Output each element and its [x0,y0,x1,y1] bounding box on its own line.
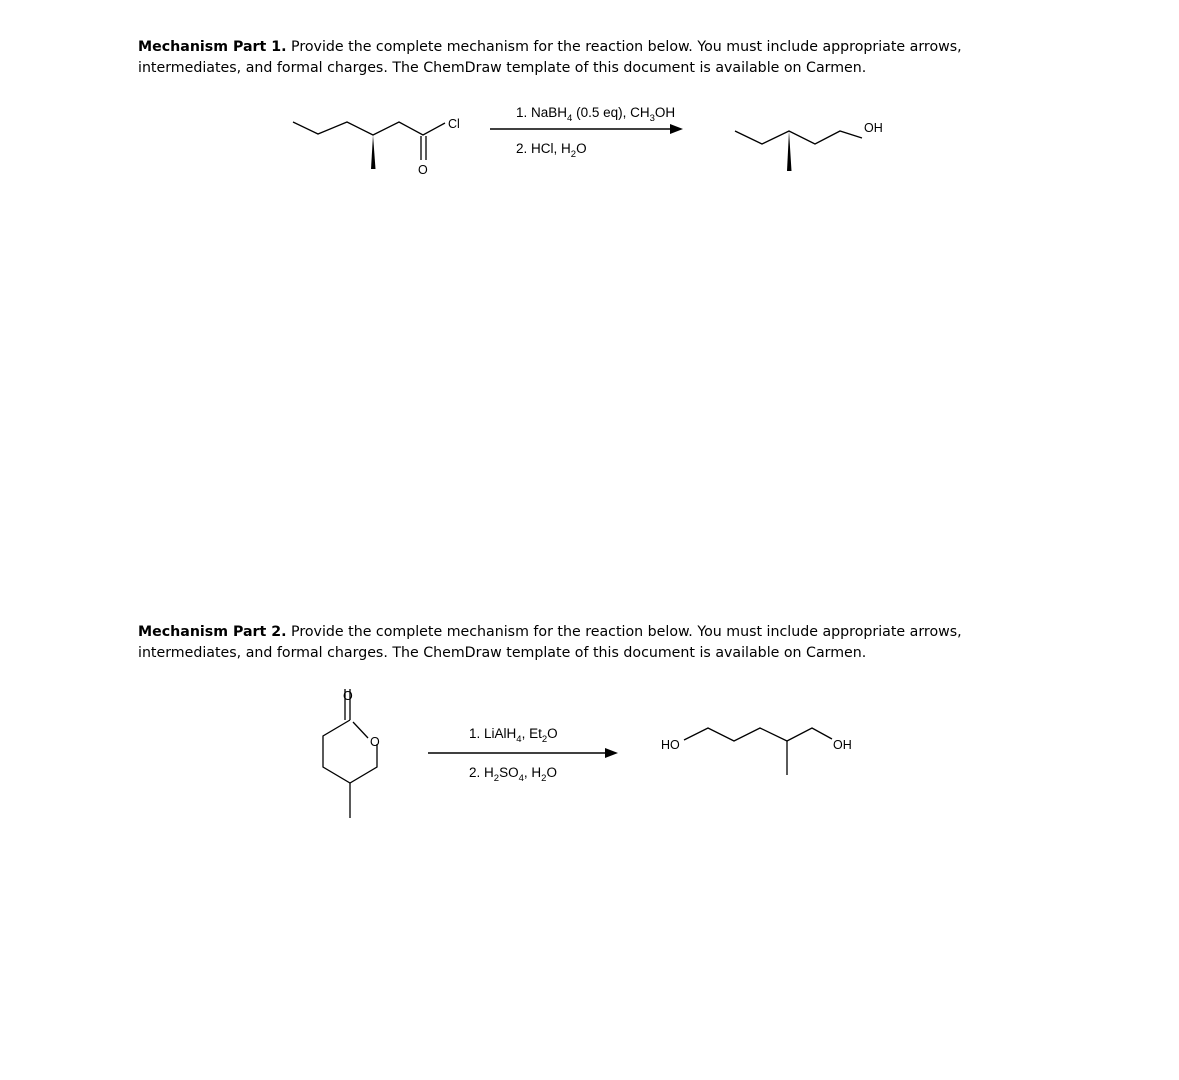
product-2-oh-label: OH [833,738,852,752]
mechanism-part-1-text [138,37,1038,79]
reactant-1-acyl-chloride [293,122,445,169]
part-1-heading: Mechanism Part 1. [138,39,287,55]
conditions-2-step-2: 2. $H_2SO_4$, $H_2O$ [469,765,557,784]
mechanism-part-2-text [138,622,1038,664]
product-2-diol [684,728,832,775]
part-2-heading: Mechanism Part 2. [138,624,287,640]
part-1-instructions: Provide the complete mechanism for the reaction below. You must include appropriate arrows, intermediates, and formal charges. The ChemDraw template of this document is available on Carmen. [138,39,962,76]
product-1-alcohol [735,131,862,171]
conditions-1-step-2: 2. HCl, $H_2O$ [516,141,587,160]
part-2-instructions: Provide the complete mechanism for the reaction below. You must include appropriate arrows, intermediates, and formal charges. The ChemDraw template of this document is available on Carmen. [138,624,962,661]
reactant-1-o-label: O [418,163,428,177]
conditions-1-step-1: 1. NaBH$_4$ (0.5 eq), $CH_3OH$ [516,105,676,124]
reaction-scheme-2 [0,680,1179,830]
reaction-arrow-1 [490,124,683,134]
reaction-scheme-1 [0,90,1179,190]
reaction-arrow-2 [428,748,618,758]
reactant-2-lactone [323,689,377,818]
conditions-2-step-1: 1. LiAlH$_4$, $Et_2O$ [469,726,558,745]
reactant-2-carbonyl-o-label: O [343,689,353,703]
reactant-1-cl-label: Cl [448,117,460,131]
product-2-ho-label: HO [661,738,680,752]
reactant-2-ring-o-label: O [370,735,380,749]
product-1-oh-label: OH [864,121,883,135]
